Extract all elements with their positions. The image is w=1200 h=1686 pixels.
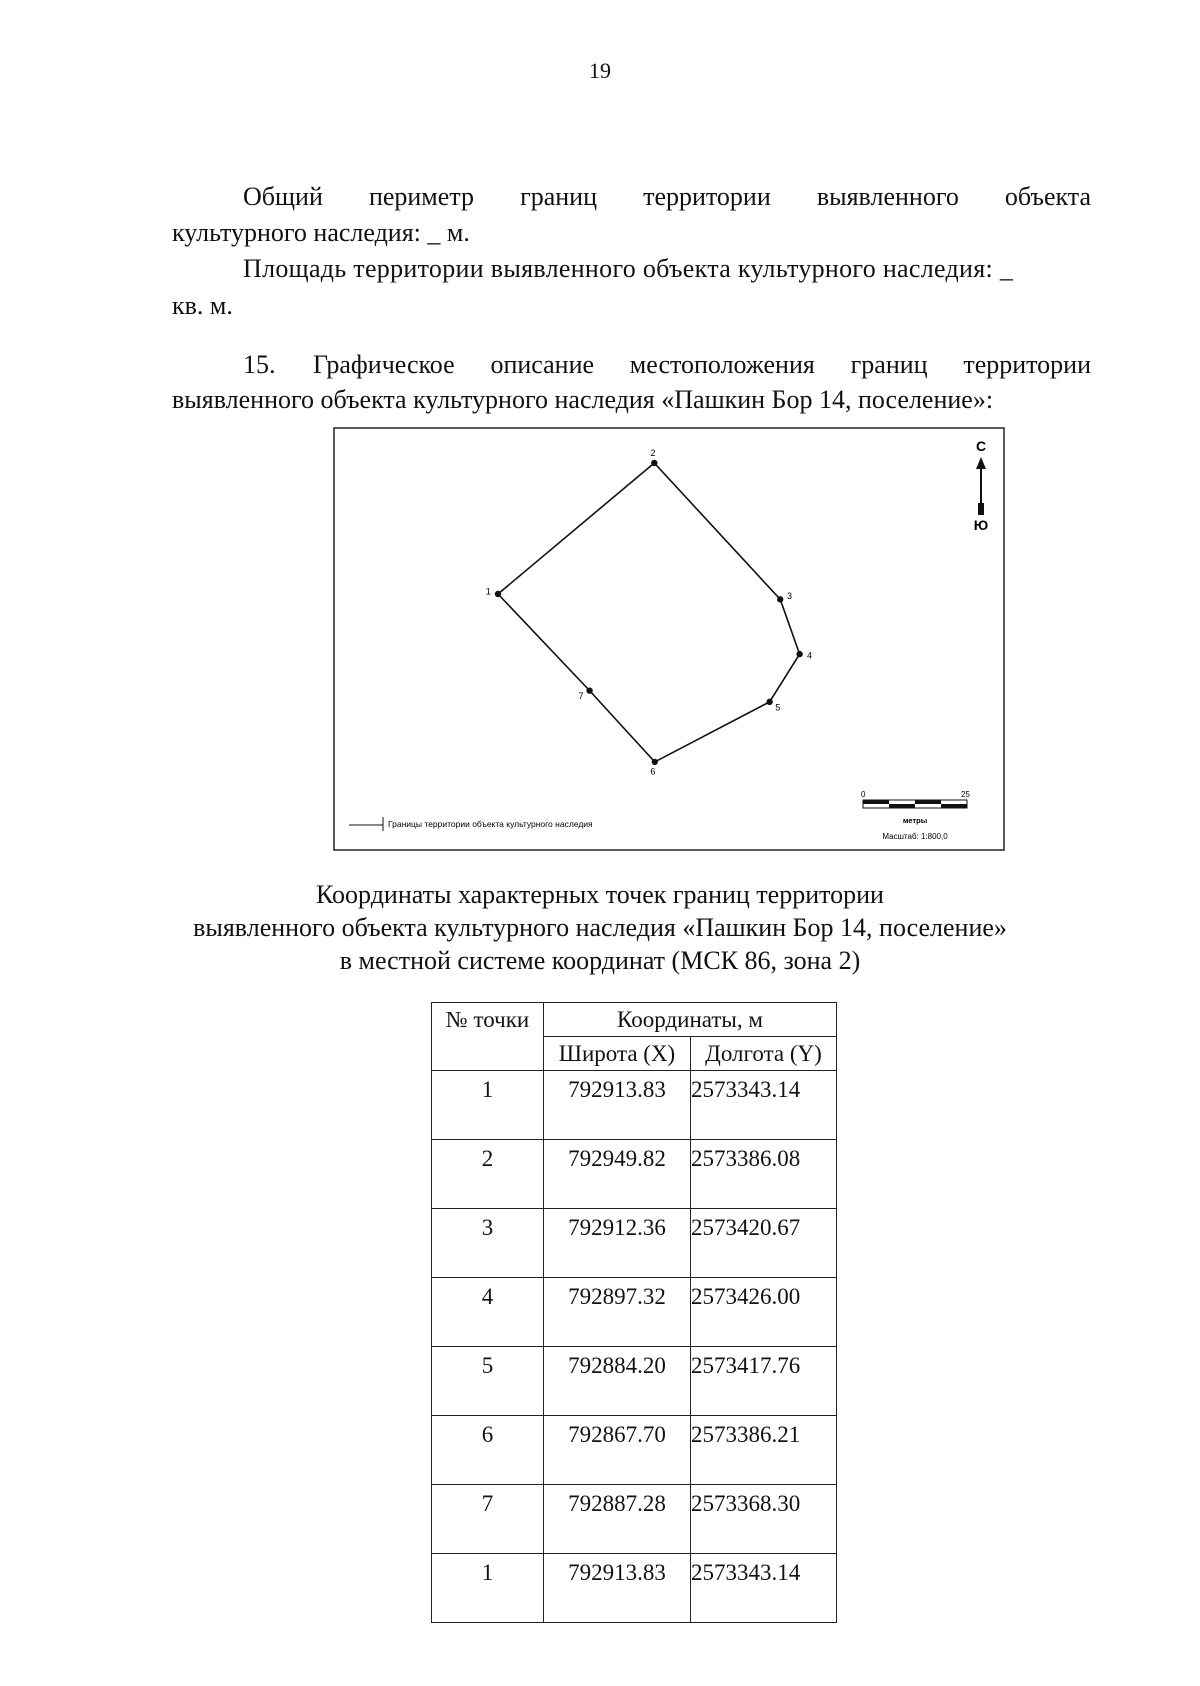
boundary-point-2 <box>651 460 657 466</box>
area-line-1: Площадь территории выявленного объекта культурного наследия: _ <box>243 254 1014 283</box>
table-row <box>432 1416 837 1485</box>
boundary-point-1 <box>495 591 501 597</box>
point-label-2: 2 <box>650 448 656 459</box>
cell-y: 2573420.67 <box>691 1209 837 1278</box>
boundary-point-6 <box>652 759 658 765</box>
cell-y: 2573343.14 <box>691 1554 837 1623</box>
cell-y: 2573426.00 <box>691 1278 837 1347</box>
boundary-map <box>333 427 1005 851</box>
boundary-point-5 <box>766 699 772 705</box>
word: Графическое <box>313 350 455 379</box>
cell-point: 7 <box>432 1485 544 1554</box>
section-line-1 <box>313 348 1091 382</box>
header-x: Широта (X) <box>544 1037 691 1071</box>
point-label-5: 5 <box>775 702 781 713</box>
scale-max: 25 <box>961 790 970 799</box>
table-row <box>432 1209 837 1278</box>
scale-units: метры <box>902 816 928 825</box>
caption-line-3: в местной системе координат (МСК 86, зона 2) <box>339 946 861 975</box>
word: описание <box>490 350 595 379</box>
cell-y: 2573386.21 <box>691 1416 837 1485</box>
cell-point: 5 <box>432 1347 544 1416</box>
table-row <box>432 1485 837 1554</box>
point-label-3: 3 <box>787 590 793 601</box>
section-number: 15. <box>243 350 276 379</box>
cell-x: 792949.82 <box>544 1140 691 1209</box>
point-label-7: 7 <box>578 690 584 701</box>
area-line-2: кв. м. <box>172 291 233 320</box>
cell-y: 2573386.08 <box>691 1140 837 1209</box>
legend-label: Границы территории объекта культурного наследия <box>388 819 593 829</box>
section-line-2: выявленного объекта культурного наследия «Пашкин Бор 14, поселение»: <box>172 385 994 414</box>
word: Общий <box>243 182 323 211</box>
point-label-1: 1 <box>485 586 491 597</box>
map-frame <box>334 428 1004 850</box>
cell-point: 3 <box>432 1209 544 1278</box>
caption-line-2: выявленного объекта культурного наследия «Пашкин Бор 14, поселение» <box>193 913 1007 942</box>
cell-y: 2573343.14 <box>691 1071 837 1140</box>
header-y: Долгота (Y) <box>691 1037 837 1071</box>
cell-x: 792884.20 <box>544 1347 691 1416</box>
table-row <box>432 1347 837 1416</box>
word: объекта <box>1004 182 1091 211</box>
cell-point: 1 <box>432 1071 544 1140</box>
scale-zero: 0 <box>861 790 866 799</box>
cell-point: 6 <box>432 1416 544 1485</box>
word: местоположения <box>629 350 815 379</box>
word: границ <box>520 182 598 211</box>
cell-y: 2573368.30 <box>691 1485 837 1554</box>
header-point: № точки <box>432 1003 544 1071</box>
word: территории <box>963 350 1091 379</box>
word: периметр <box>368 182 474 211</box>
cell-x: 792912.36 <box>544 1209 691 1278</box>
table-row <box>432 1278 837 1347</box>
word: границ <box>850 350 928 379</box>
cell-x: 792867.70 <box>544 1416 691 1485</box>
caption-line-1: Координаты характерных точек границ территории <box>316 880 884 909</box>
point-label-6: 6 <box>650 766 656 777</box>
cell-x: 792913.83 <box>544 1554 691 1623</box>
table-row <box>432 1554 837 1623</box>
cell-x: 792887.28 <box>544 1485 691 1554</box>
word: выявленного <box>816 182 959 211</box>
cell-point: 2 <box>432 1140 544 1209</box>
table-row <box>432 1071 837 1140</box>
point-label-4: 4 <box>807 650 813 661</box>
table-row <box>432 1140 837 1209</box>
boundary-point-4 <box>796 651 802 657</box>
word: территории <box>643 182 771 211</box>
north-label: С <box>975 438 987 454</box>
header-coords: Координаты, м <box>544 1003 837 1037</box>
cell-x: 792913.83 <box>544 1071 691 1140</box>
scale-text: Масштаб: 1:800,0 <box>882 832 948 841</box>
page-number: 19 <box>589 58 611 83</box>
cell-y: 2573417.76 <box>691 1347 837 1416</box>
cell-point: 4 <box>432 1278 544 1347</box>
cell-point: 1 <box>432 1554 544 1623</box>
boundary-point-3 <box>777 596 783 602</box>
scale-bar <box>863 800 967 808</box>
boundary-point-7 <box>586 687 592 693</box>
cell-x: 792897.32 <box>544 1278 691 1347</box>
coordinates-table <box>431 1002 837 1623</box>
table-caption <box>0 878 1200 977</box>
south-label: Ю <box>973 517 989 533</box>
perimeter-line-2: культурного наследия: _ м. <box>172 218 470 247</box>
perimeter-line-1 <box>243 180 1091 214</box>
